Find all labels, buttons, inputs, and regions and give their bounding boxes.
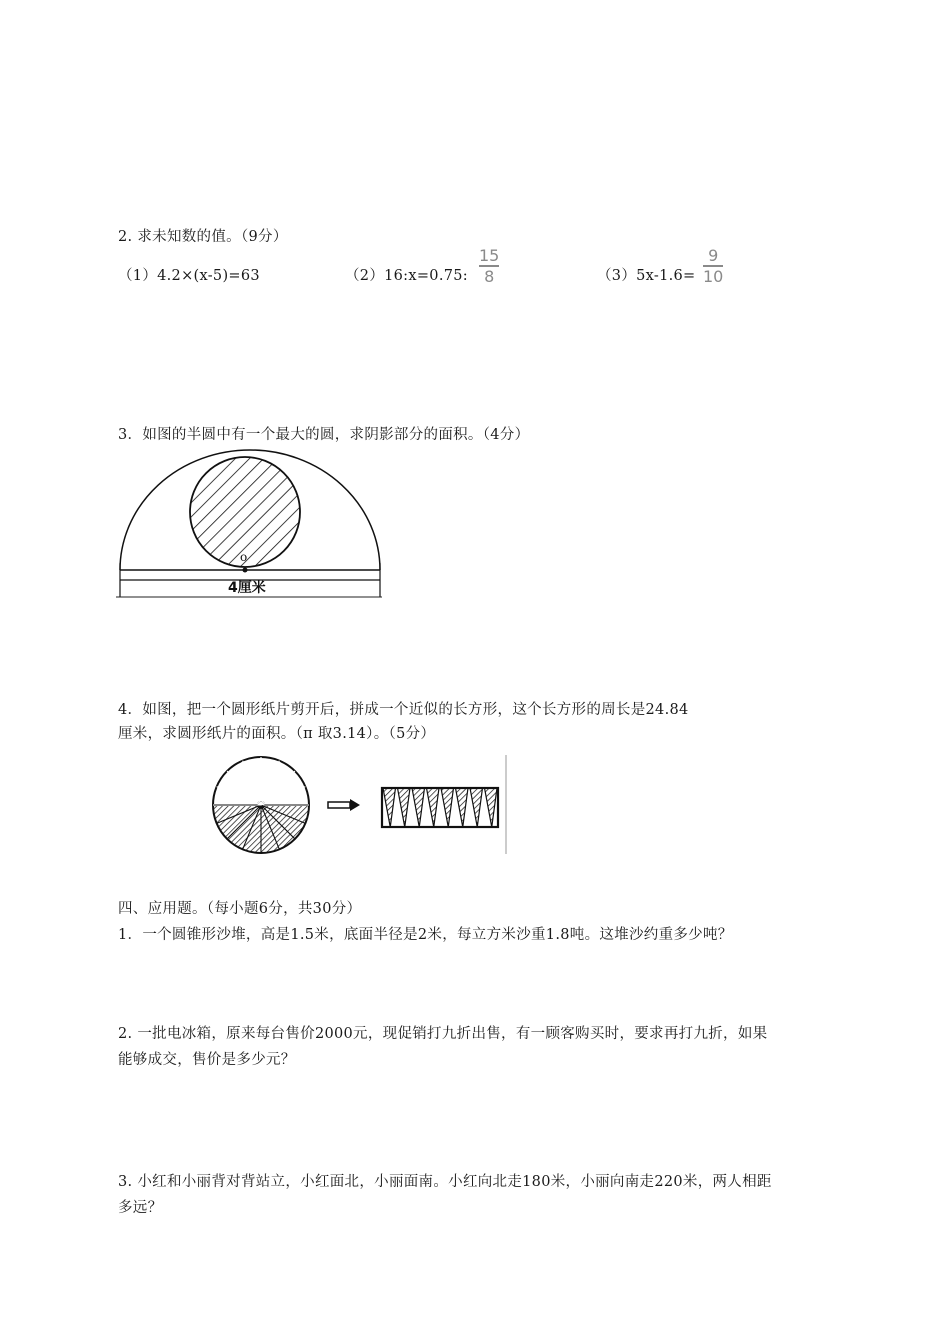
q2-title: 2. 求未知数的值。（9分） [118, 229, 288, 245]
problem-2-line-1: 2. 一批电冰箱，原来每台售价2000元，现促销打九折出售，有一顾客购买时，要求再打九折，如果 [118, 1026, 768, 1042]
q4-text-line-2: 厘米，求圆形纸片的面积。（π 取3.14）。（5分） [118, 726, 436, 742]
diameter-label: 4厘米 [228, 580, 266, 596]
problem-3-line-1: 3. 小红和小丽背对背站立，小红面北，小丽面南。小红向北走180米，小丽向南走220米，两人相距 [118, 1174, 772, 1190]
sector-line [261, 771, 295, 805]
sectored-circle [213, 757, 309, 853]
approximate-rectangle [382, 788, 498, 827]
q2-fraction-3-denominator: 10 [703, 266, 724, 286]
problem-3-line-2: 多远？ [118, 1200, 163, 1216]
problem-2-line-2: 能够成交，售价是多少元？ [118, 1052, 296, 1068]
problem-1: 1．一个圆锥形沙堆，高是1.5米，底面半径是2米，每立方米沙重1.8吨。这堆沙约重多少吨？ [118, 927, 733, 943]
q2-fraction-3-numerator: 9 [708, 246, 719, 265]
section-4-title: 四、应用题。（每小题6分，共30分） [118, 901, 362, 917]
q2-equation-2: （2）16:x=0.75: [345, 268, 468, 284]
q4-text-line-1: 4．如图，把一个圆形纸片剪开后，拼成一个近似的长方形，这个长方形的周长是24.84 [118, 702, 689, 718]
q3-title: 3．如图的半圆中有一个最大的圆，求阴影部分的面积。（4分） [118, 427, 530, 443]
sector-line [227, 771, 261, 805]
semicircle-figure [116, 450, 386, 600]
arrow [328, 799, 360, 811]
q2-fraction-2-numerator: 15 [479, 246, 500, 265]
q2-fraction-2-denominator: 8 [484, 266, 495, 286]
q2-equation-1: （1）4.2×(x-5)=63 [118, 268, 260, 284]
q2-fraction-2 [479, 247, 499, 285]
q2-equation-3: （3）5x-1.6= [597, 268, 696, 284]
center-point [243, 568, 248, 573]
center-label: o [240, 550, 248, 564]
circle-to-rectangle-figure [210, 750, 510, 860]
q2-fraction-3 [703, 247, 723, 285]
